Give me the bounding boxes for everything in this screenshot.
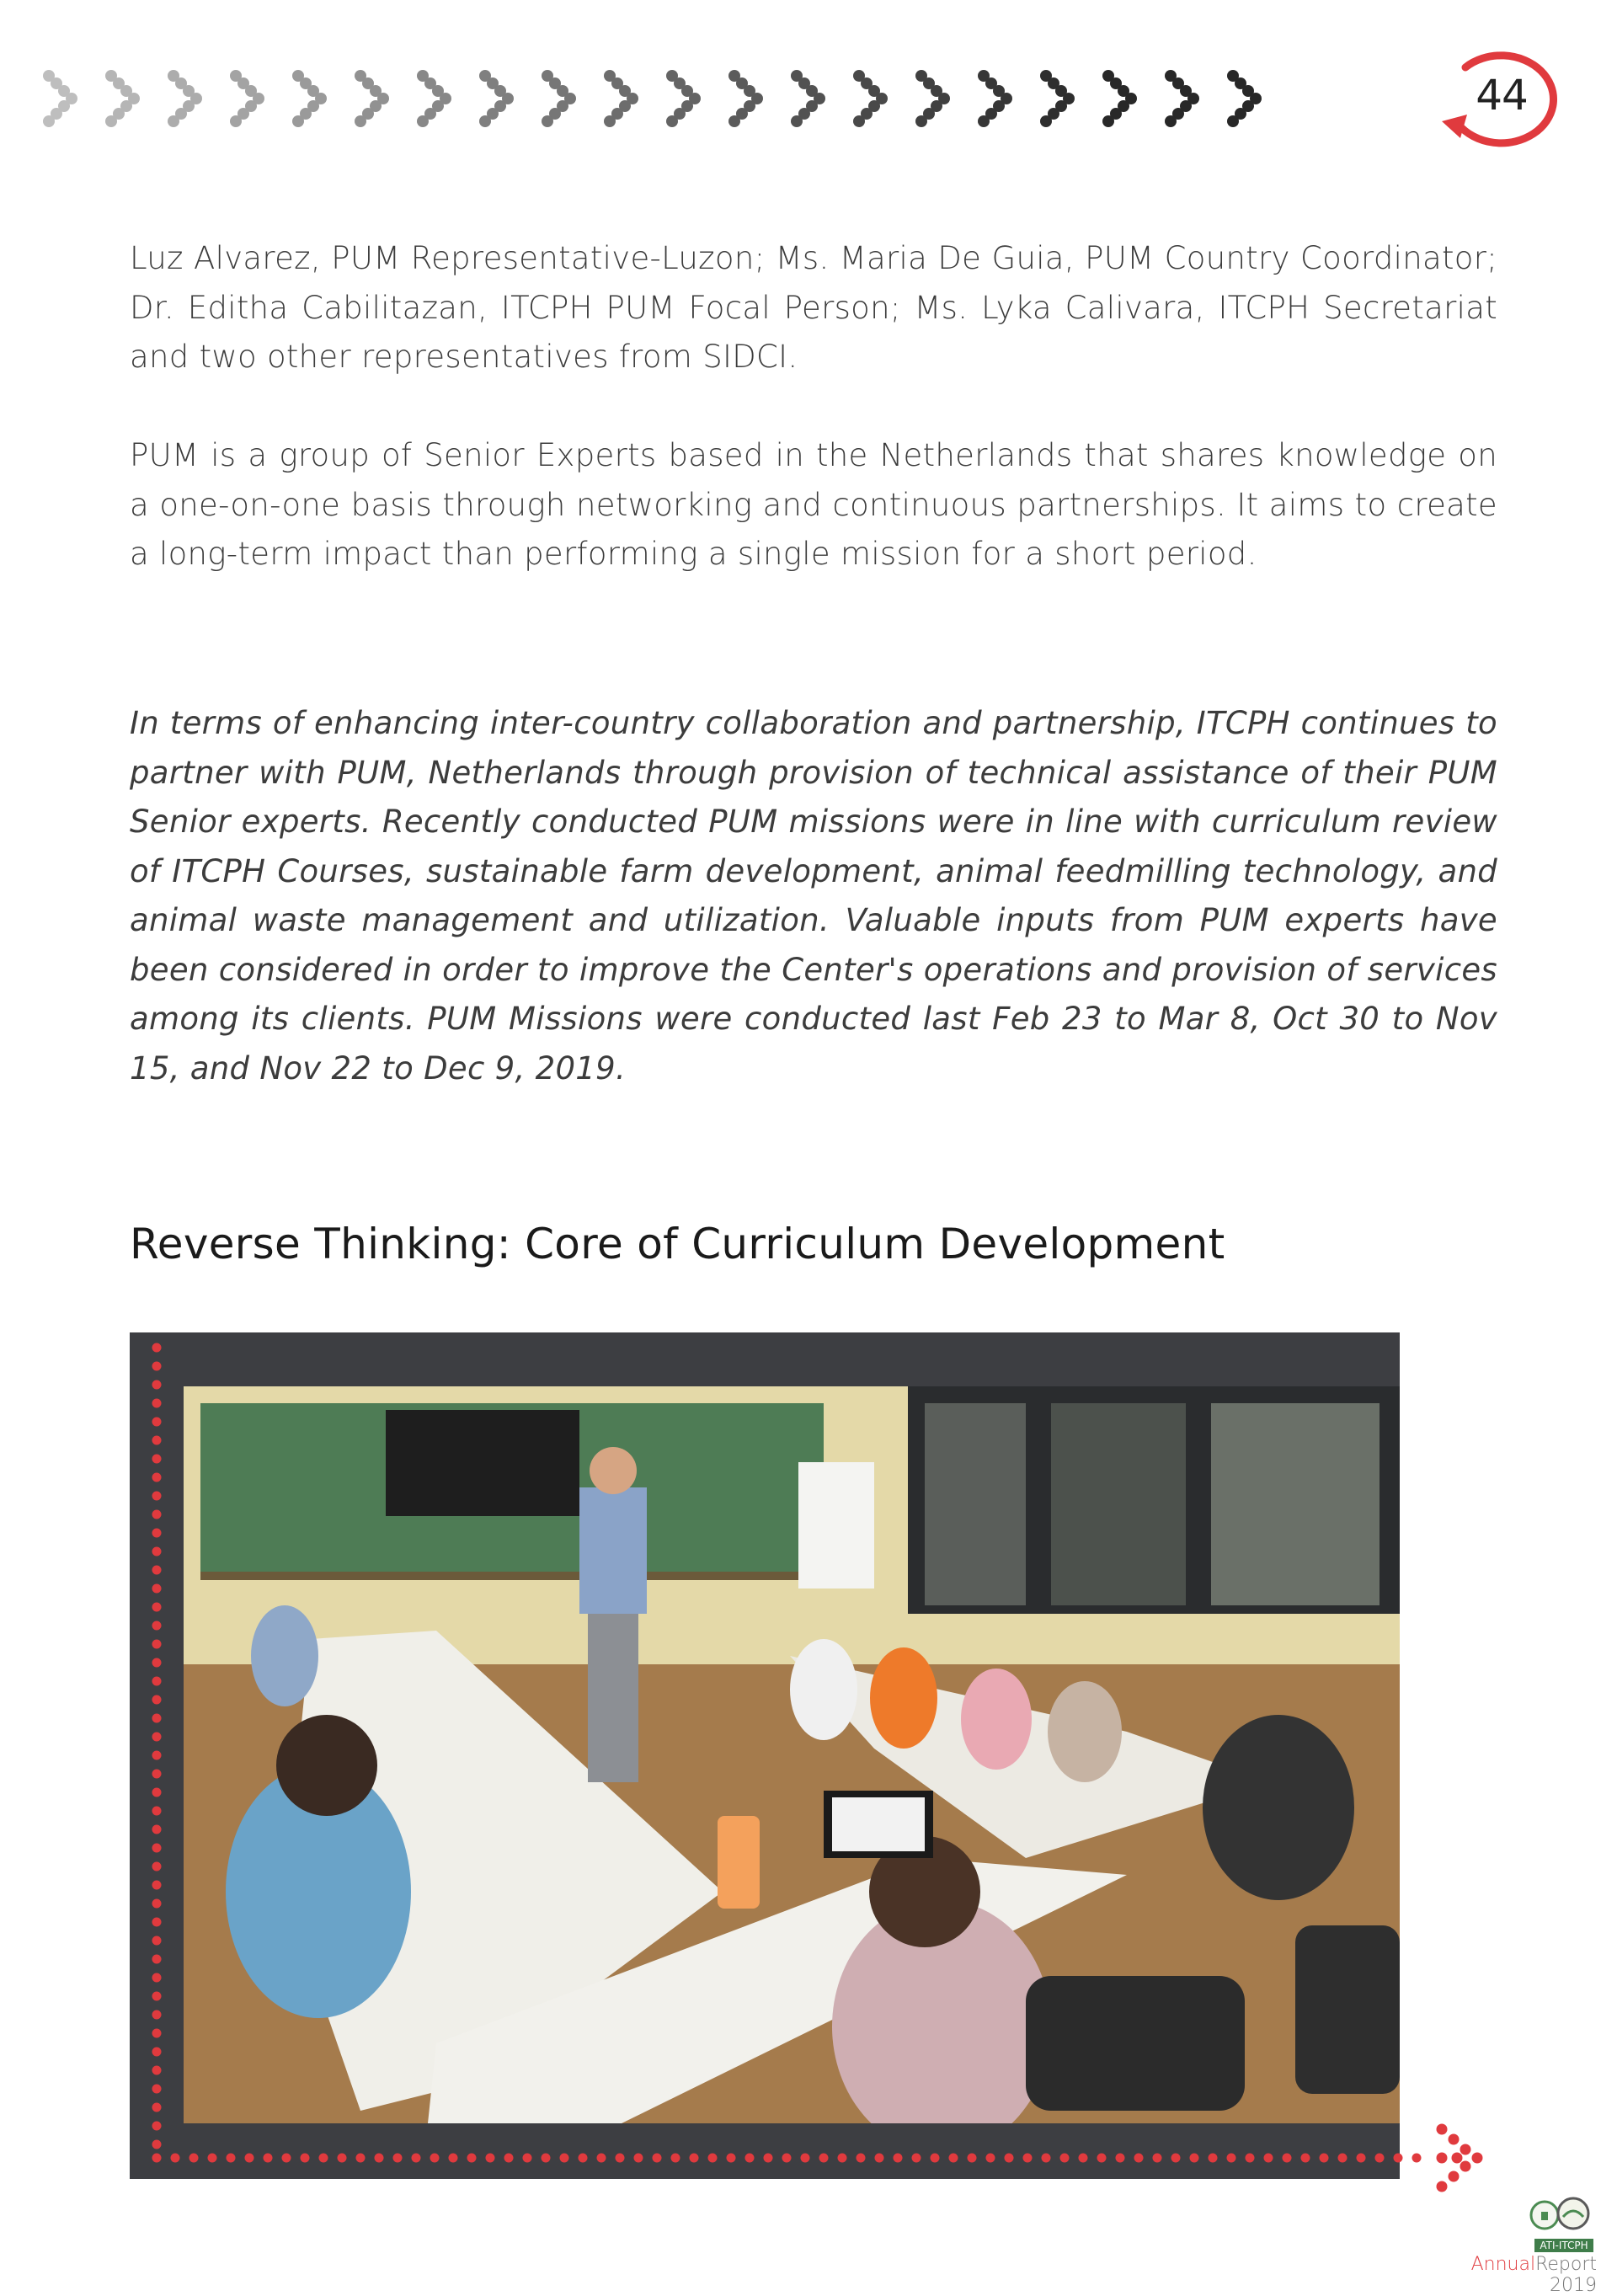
chevron-icon bbox=[1102, 70, 1137, 127]
chevron-icon bbox=[978, 70, 1012, 127]
ati-itcph-logo-icon bbox=[1526, 2190, 1593, 2240]
classroom-photo bbox=[184, 1386, 1400, 2123]
red-dot bbox=[1412, 2154, 1422, 2163]
chevron-icon bbox=[791, 70, 825, 127]
chevron-icon bbox=[479, 70, 514, 127]
chevron-icon bbox=[1227, 70, 1262, 127]
chevron-icon bbox=[666, 70, 701, 127]
chevron-icon bbox=[728, 70, 763, 127]
red-dot bbox=[1437, 2153, 1448, 2164]
chevron-icon bbox=[604, 70, 638, 127]
section-title: Reverse Thinking: Core of Curriculum Development bbox=[130, 1220, 1225, 1268]
body-paragraph-2: PUM is a group of Senior Experts based in the Netherlands that shares knowledge on a one-on-one basis through networking and continuous partnerships. It aims to create a long-term impact than performing a single mission for a short period. bbox=[130, 437, 1497, 572]
chevron-icon bbox=[1165, 70, 1199, 127]
body-paragraph-3: In terms of enhancing inter-country collaboration and partnership, ITCPH continues to partner with PUM, Netherlands through provision of technical assistance of their PUM Senior experts. Recently conducted PUM missions were in line with curriculum review of ITCPH Courses, sustainable farm development, animal feedmilling technology, and animal waste management and utilization. Valuable inputs from PUM experts have been considered in order to improve the Center's operations and provision of services among its clients. PUM Missions were conducted last Feb 23 to Mar 8, Oct 30 to Nov 15, and Nov 22 to Dec 9, 2019. bbox=[130, 705, 1497, 1087]
chevron-icon bbox=[43, 70, 77, 127]
red-dot bbox=[1460, 2161, 1471, 2172]
red-dot bbox=[1437, 2124, 1448, 2135]
chevron-icon bbox=[853, 70, 888, 127]
chevron-icon bbox=[168, 70, 202, 127]
red-dot bbox=[1437, 2181, 1448, 2192]
chevron-icon bbox=[915, 70, 950, 127]
footer-annual-report bbox=[1420, 2254, 1597, 2296]
chevron-icon bbox=[1040, 70, 1075, 127]
page-number: 44 bbox=[1476, 71, 1528, 120]
chevron-icon bbox=[542, 70, 576, 127]
red-dot bbox=[1460, 2144, 1471, 2155]
red-dot bbox=[1449, 2171, 1460, 2182]
chevron-icon bbox=[105, 70, 140, 127]
red-dot bbox=[1452, 2153, 1463, 2164]
chevron-icon bbox=[355, 70, 389, 127]
photo-frame bbox=[130, 1332, 1400, 2179]
chevron-arrows-decoration bbox=[40, 57, 1287, 141]
footer-brand-year: 2019 bbox=[1550, 2275, 1597, 2296]
footer-brand-annual: Annual bbox=[1470, 2254, 1536, 2275]
chevron-icon bbox=[292, 70, 327, 127]
chevron-icon bbox=[417, 70, 451, 127]
body-paragraph-1: Luz Alvarez, PUM Representative-Luzon; Ms. Maria De Guia, PUM Country Coordinator; Dr. Editha Cabilitazan, ITCPH PUM Focal Person; Ms. Lyka Calivara, ITCPH Secretariat and two other representatives from SIDCI. bbox=[130, 240, 1497, 375]
logo-caption: ATI-ITCPH bbox=[1534, 2239, 1593, 2252]
chevron-icon bbox=[230, 70, 264, 127]
red-dot bbox=[1472, 2153, 1483, 2164]
footer-brand-report: Report bbox=[1535, 2254, 1597, 2275]
red-dot bbox=[1449, 2134, 1460, 2145]
